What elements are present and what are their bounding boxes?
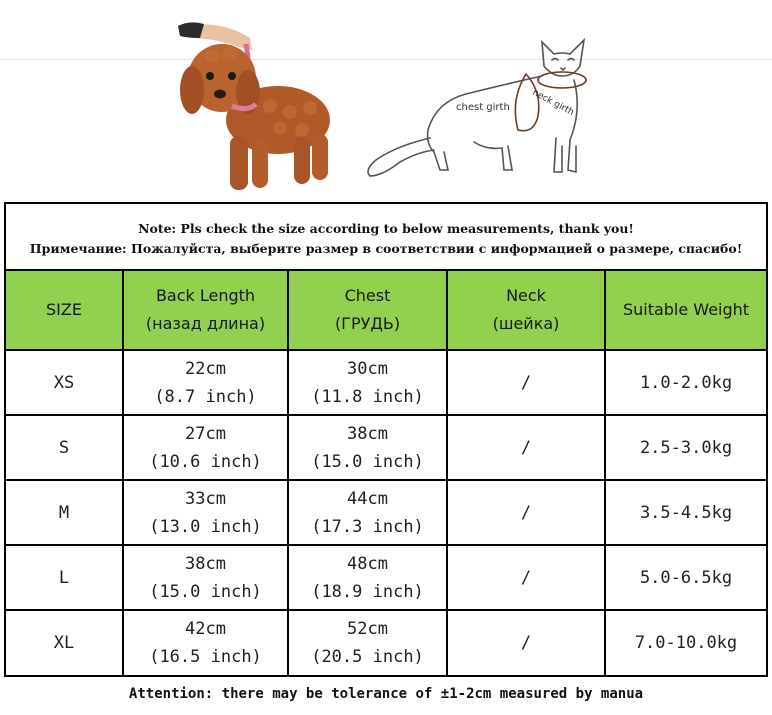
neck-value: / [520, 567, 532, 588]
header-neck-label: Neck [506, 286, 546, 305]
back-length-cell [124, 351, 289, 414]
header-weight-label: Suitable Weight [622, 300, 750, 319]
header-chest [289, 271, 448, 349]
chest-inch: (17.3 inch) [311, 516, 424, 537]
header-size [6, 271, 124, 349]
size-cell [6, 481, 124, 544]
back-length-cell [124, 546, 289, 609]
weight-cell [606, 546, 766, 609]
chest-inch: (20.5 inch) [311, 647, 424, 667]
note-english: Note: Pls check the size according to below measurements, thank you! [138, 221, 634, 236]
table-row [6, 416, 766, 481]
chest-cm: 44cm [347, 488, 388, 509]
back-length-inch: (15.0 inch) [149, 581, 262, 602]
table-header-row [6, 271, 766, 351]
header-neck-ru: (шейка) [492, 314, 560, 333]
neck-cell [448, 546, 606, 609]
chest-cm: 48cm [347, 553, 388, 574]
back-length-inch: (13.0 inch) [149, 516, 262, 537]
size-value: S [58, 437, 70, 458]
chest-girth-label: chest girth [456, 102, 510, 113]
weight-cell [606, 416, 766, 479]
size-note [6, 204, 766, 271]
note-russian: Примечание: Пожалуйста, выберите размер в соответствии с информацией о размере, спасибо! [29, 241, 743, 256]
tolerance-notice: Attention: there may be tolerance of ±1-2cm measured by manua [128, 686, 644, 702]
cat-measurement-diagram [356, 30, 606, 190]
back-length-cell [124, 481, 289, 544]
back-length-cm: 33cm [185, 488, 226, 509]
back-length-inch: (10.6 inch) [149, 451, 262, 472]
weight-cell [606, 481, 766, 544]
back-length-cm: 27cm [185, 423, 226, 444]
chest-inch: (11.8 inch) [311, 386, 424, 407]
neck-girth-label: neck girth [530, 87, 576, 118]
chest-cell [289, 481, 448, 544]
size-cell [6, 546, 124, 609]
neck-cell [448, 416, 606, 479]
table-row [6, 546, 766, 611]
neck-cell [448, 351, 606, 414]
neck-value: / [520, 372, 532, 393]
chest-cell [289, 351, 448, 414]
size-cell [6, 416, 124, 479]
back-length-cm: 22cm [185, 358, 226, 379]
table-row [6, 611, 766, 675]
table-row [6, 351, 766, 416]
chest-cell [289, 546, 448, 609]
size-value: XL [53, 633, 75, 653]
back-length-cm: 42cm [185, 619, 226, 639]
header-neck [448, 271, 606, 349]
chest-cm: 38cm [347, 423, 388, 444]
weight-cell [606, 351, 766, 414]
neck-value: / [520, 633, 532, 653]
poodle-illustration [160, 8, 340, 198]
weight-value: 1.0-2.0kg [639, 372, 733, 393]
size-value: M [58, 502, 70, 523]
header-back-length [124, 271, 289, 349]
header-chest-ru: (ГРУДЬ) [334, 314, 401, 333]
header-chest-label: Chest [344, 286, 391, 305]
header-weight [606, 271, 766, 349]
chest-inch: (15.0 inch) [311, 451, 424, 472]
neck-cell [448, 481, 606, 544]
chest-cm: 30cm [347, 358, 388, 379]
chest-cell [289, 416, 448, 479]
weight-cell [606, 611, 766, 675]
weight-value: 2.5-3.0kg [639, 437, 733, 458]
illustrations [0, 0, 772, 200]
size-value: L [58, 567, 70, 588]
header-back-length-label: Back Length [155, 286, 256, 305]
table-row [6, 481, 766, 546]
chest-cell [289, 611, 448, 675]
weight-value: 5.0-6.5kg [639, 567, 733, 588]
size-chart-table [4, 202, 768, 677]
back-length-cm: 38cm [185, 553, 226, 574]
size-cell [6, 611, 124, 675]
neck-value: / [520, 502, 532, 523]
back-length-inch: (16.5 inch) [149, 647, 262, 667]
weight-value: 3.5-4.5kg [639, 502, 733, 523]
chest-cm: 52cm [347, 619, 388, 639]
header-size-label: SIZE [46, 300, 82, 319]
size-value: XS [53, 372, 75, 393]
back-length-cell [124, 416, 289, 479]
weight-value: 7.0-10.0kg [634, 633, 738, 653]
chest-inch: (18.9 inch) [311, 581, 424, 602]
back-length-inch: (8.7 inch) [154, 386, 257, 407]
back-length-cell [124, 611, 289, 675]
neck-value: / [520, 437, 532, 458]
size-cell [6, 351, 124, 414]
neck-cell [448, 611, 606, 675]
header-back-length-ru: (назад длина) [145, 314, 266, 333]
